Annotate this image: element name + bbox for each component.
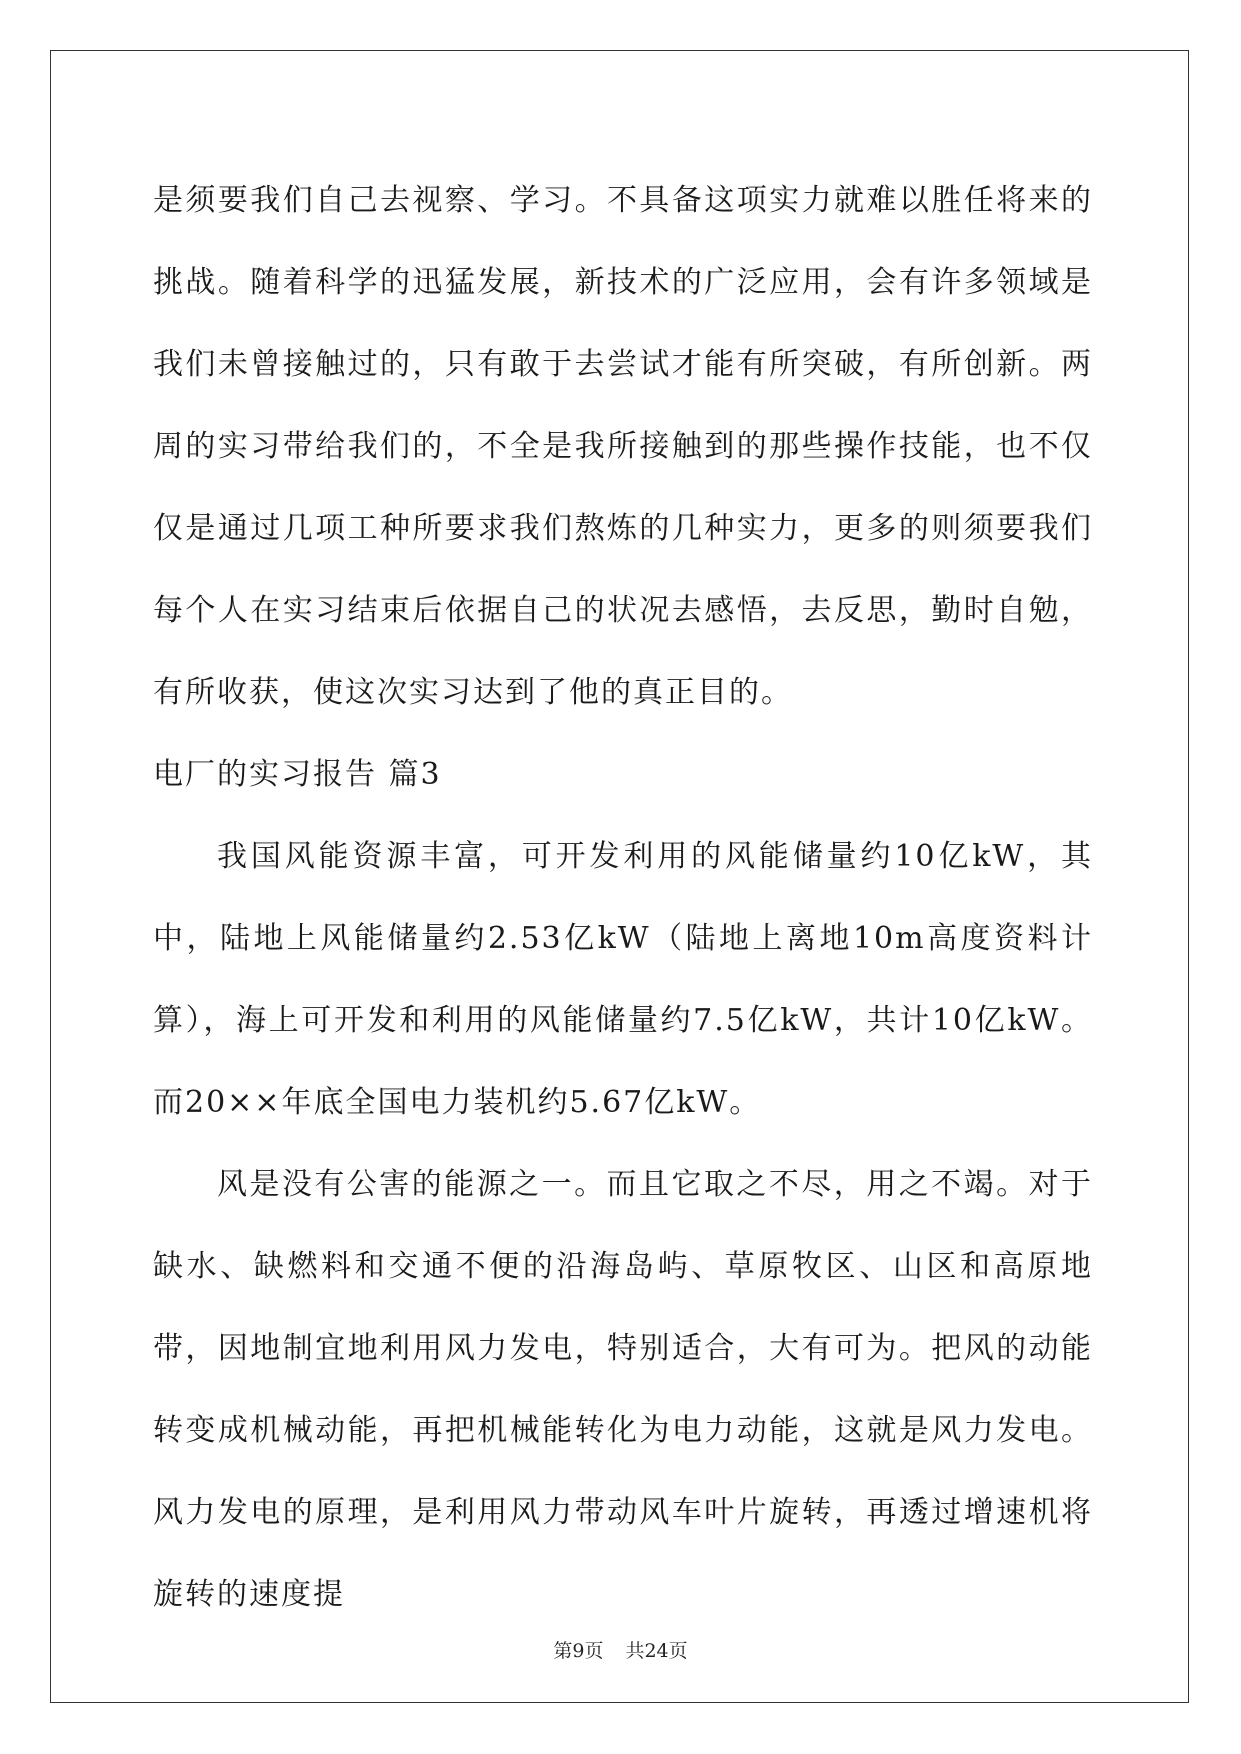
page-number: 第9页 [553, 1640, 604, 1662]
paragraph-wind-power: 风是没有公害的能源之一。而且它取之不尽，用之不竭。对于缺水、缺燃料和交通不便的沿海岛屿、草原牧区、山区和高原地带，因地制宜地利用风力发电，特别适合，大有可为。把风的动能转变成机械动能，再把机械能转化为电力动能，这就是风力发电。风力发电的原理，是利用风力带动风车叶片旋转，再透过增速机将旋转的速度提 [153, 1167, 1093, 1612]
paragraph-continuation: 是须要我们自己去视察、学习。不具备这项实力就难以胜任将来的挑战。随着科学的迅猛发展，新技术的广泛应用，会有许多领域是我们未曾接触过的，只有敢于去尝试才能有所突破，有所创新。两周的实习带给我们的，不全是我所接触到的那些操作技能，也不仅仅是通过几项工种所要求我们熬炼的几种实力，更多的则须要我们每个人在实习结束后依据自己的状况去感悟，去反思，勤时自勉，有所收获，使这次实习达到了他的真正目的。 [153, 183, 1093, 710]
section-heading: 电厂的实习报告 篇3 [153, 757, 442, 792]
paragraph-wind-resources: 我国风能资源丰富，可开发利用的风能储量约10亿kW，其中，陆地上风能储量约2.53亿kW（陆地上离地10m高度资料计算），海上可开发和利用的风能储量约7.5亿kW，共计10亿kW。而20××年底全国电力装机约5.67亿kW。 [153, 839, 1093, 1120]
page-footer [0, 1636, 1241, 1663]
document-body [153, 160, 1093, 1636]
page-total: 共24页 [625, 1640, 688, 1662]
